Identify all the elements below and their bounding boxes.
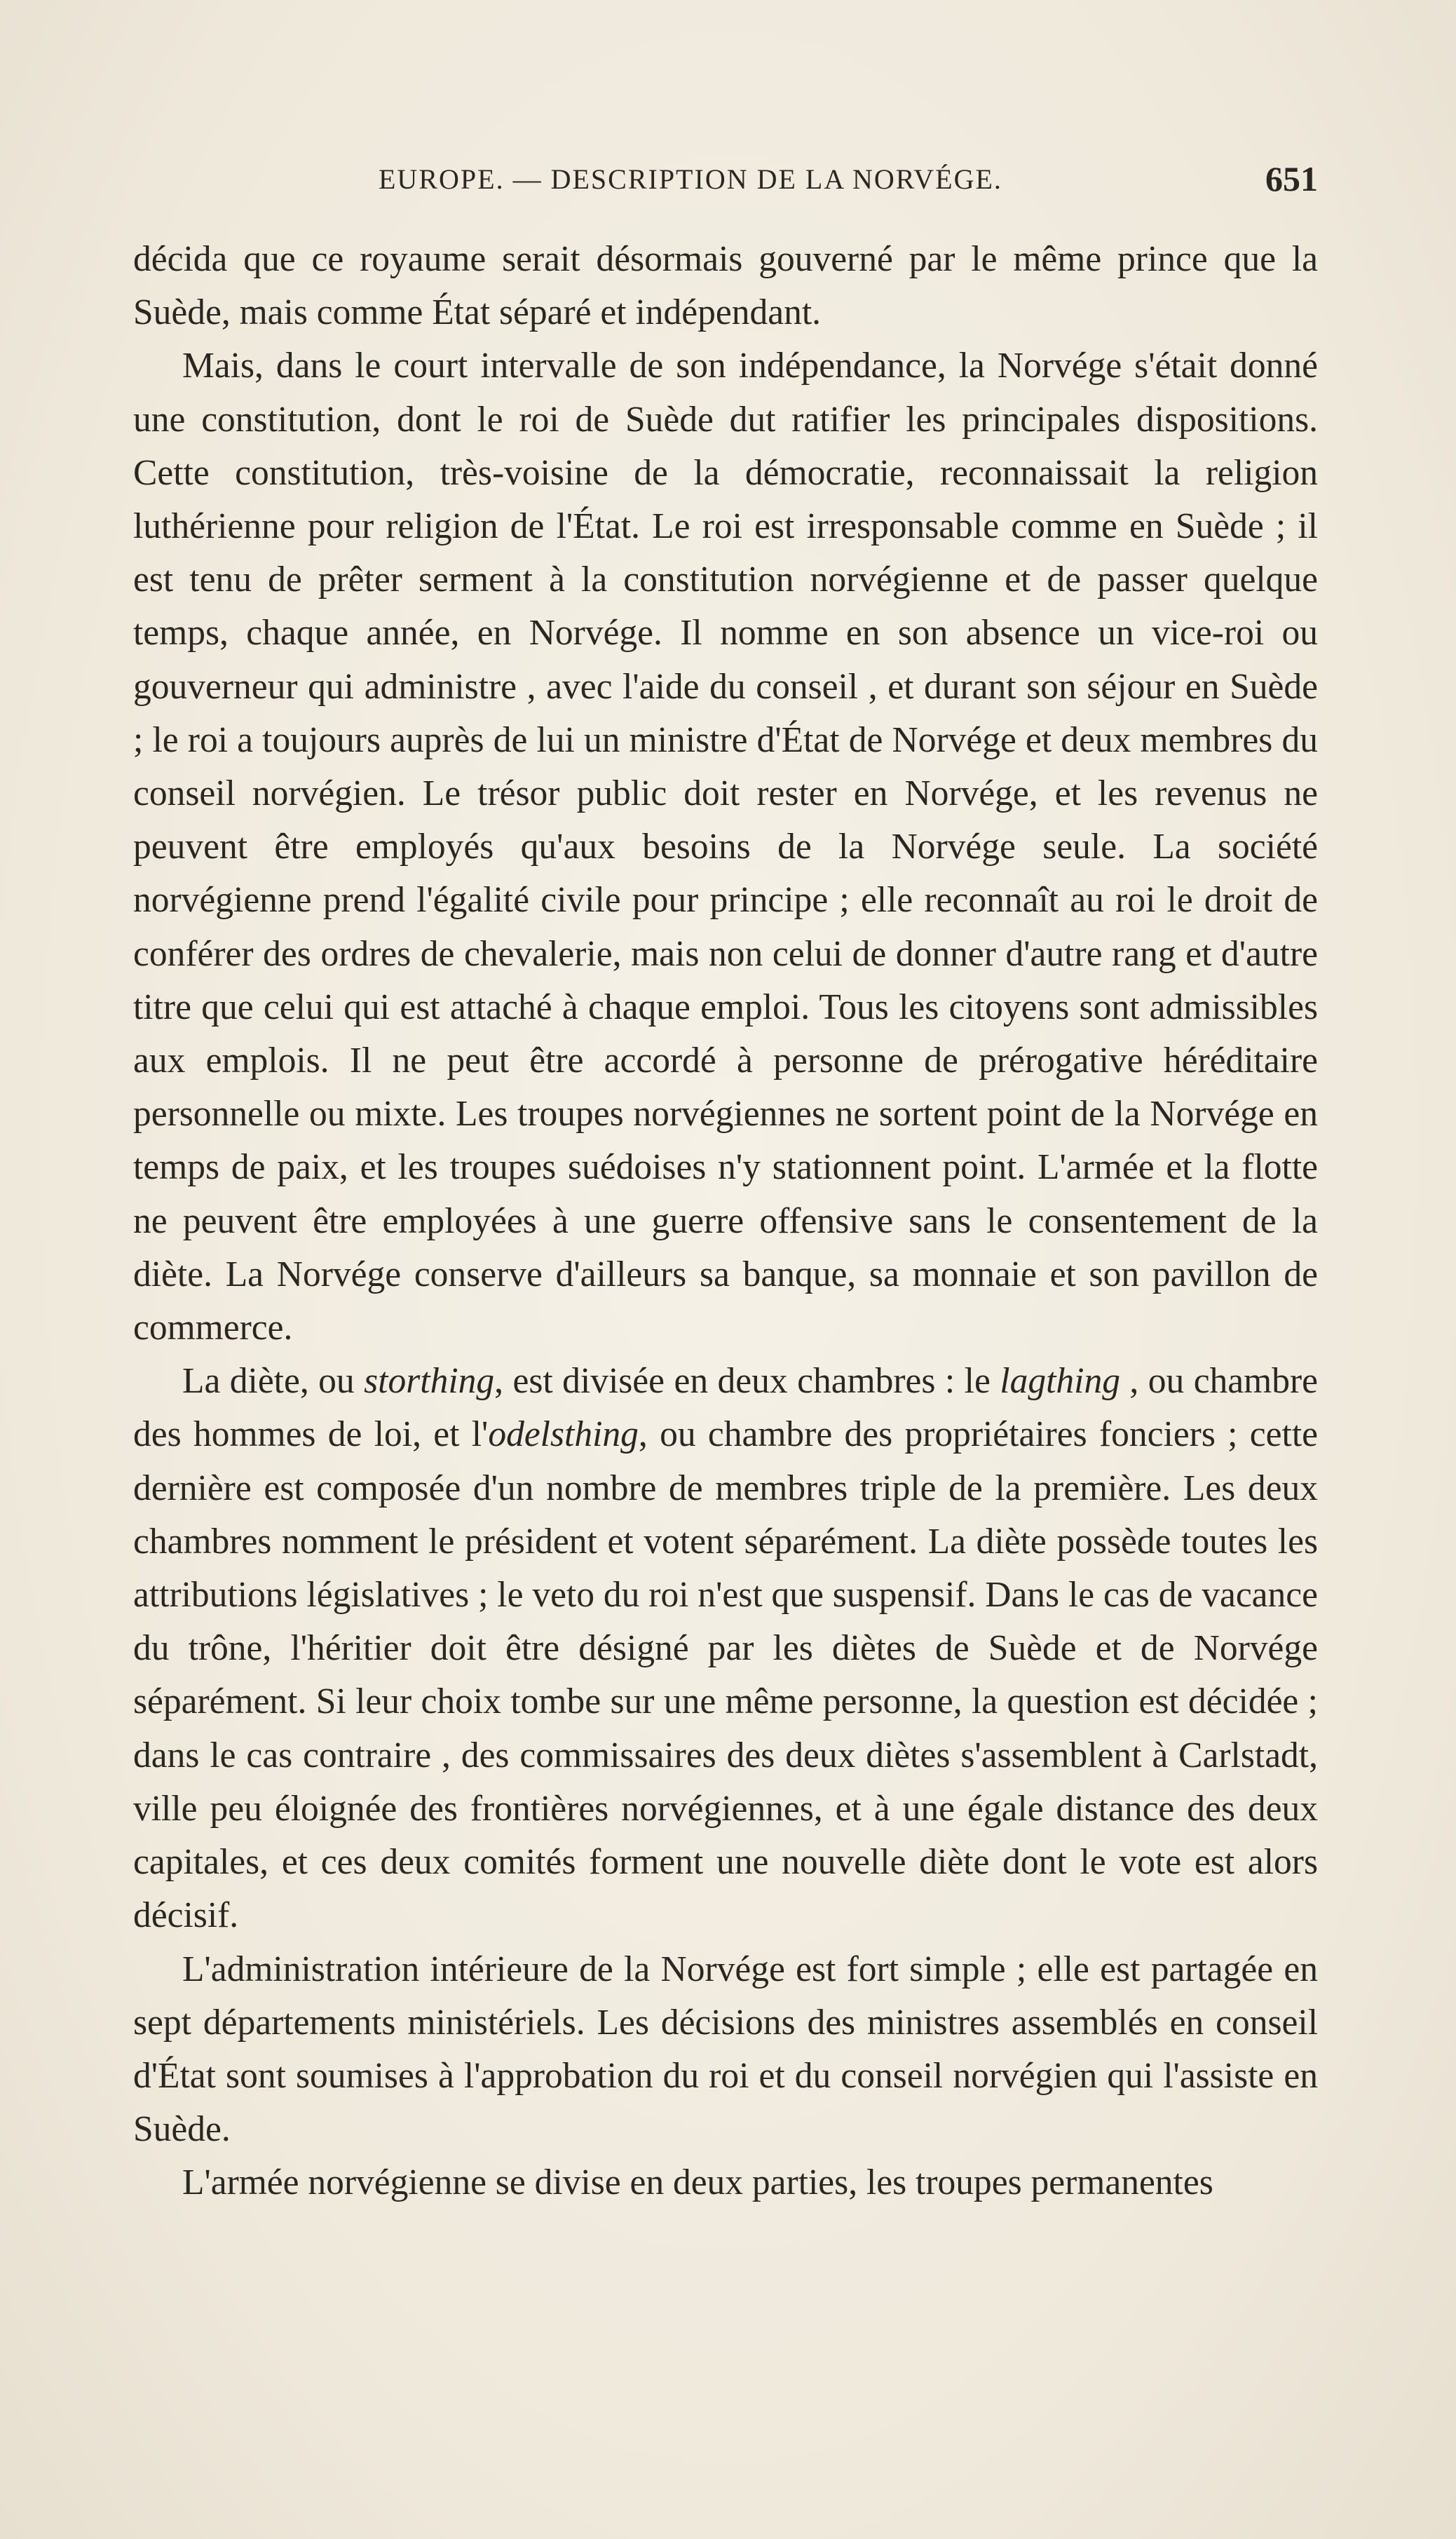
paragraph: L'armée norvégienne se divise en deux parties, les troupes permanentes [182, 2162, 1213, 2203]
italic-term: storthing [364, 1361, 495, 1402]
body-text [133, 233, 1318, 2210]
page-header [133, 159, 1318, 205]
text-run: , ou chambre des propriétaires fonciers ; cette dernière est composée d'un nombre de membres triple de la première. Les deux chambres nomment le président et votent séparément. La diète possède toutes les attributions législatives ; le veto du roi n'est que suspensif. Dans le cas de vacance du trône, l'héritier doit être désigné par les diètes de Suède et de Norvége séparément. Si leur choix tombe sur une même personne, la question est décidée ; dans le cas contraire , des commissaires des deux diètes s'assemblent à Carlstadt, ville peu éloignée des frontières norvégiennes, et à une égale distance des deux capitales, et ces deux comités forment une nouvelle diète dont le vote est alors décisif. [133, 1414, 1318, 1936]
italic-term: lagthing [1000, 1361, 1120, 1402]
page-number: 651 [1265, 159, 1318, 198]
paragraph: L'administration intérieure de la Norvége est fort simple ; elle est partagée en sept départements ministériels. Les décisions des ministres assemblés en conseil d'État sont soumises à l'approbation du roi et du conseil norvégien qui l'assiste en Suède. [133, 1949, 1318, 2150]
running-head: EUROPE. — DESCRIPTION DE LA NORVÉGE. [379, 163, 1002, 195]
text-run: La diète, ou [182, 1361, 365, 1402]
paragraph [133, 1355, 1318, 1942]
italic-term: odelsthing [488, 1414, 639, 1455]
text-run: , ou chambre des hommes de loi, et l' [133, 1361, 1318, 1455]
paragraph: décida que ce royaume serait désormais gouverné par le même prince que la Suède, mais comme État séparé et indépendant. [133, 239, 1318, 333]
text-run: , est divisée en deux chambres : le [494, 1361, 1000, 1402]
paragraph: Mais, dans le court intervalle de son indépendance, la Norvége s'était donné une constitution, dont le roi de Suède dut ratifier les principales dispositions. Cette constitution, très-voisine de la démocratie, reconnaissait la religion luthérienne pour religion de l'État. Le roi est irresponsable comme en Suède ; il est tenu de prêter serment à la constitution norvégienne et de passer quelque temps, chaque année, en Norvége. Il nomme en son absence un vice-roi ou gouverneur qui administre , avec l'aide du conseil , et durant son séjour en Suède ; le roi a toujours auprès de lui un ministre d'État de Norvége et deux membres du conseil norvégien. Le trésor public doit rester en Norvége, et les revenus ne peuvent être employés qu'aux besoins de la Norvége seule. La société norvégienne prend l'égalité civile pour principe ; elle reconnaît au roi le droit de conférer des ordres de chevalerie, mais non celui de donner d'autre rang et d'autre titre que celui qui est attaché à chaque emploi. Tous les citoyens sont admissibles aux emplois. Il ne peut être accordé à personne de prérogative héréditaire personnelle ou mixte. Les troupes norvégiennes ne sortent point de la Norvége en temps de paix, et les troupes suédoises n'y stationnent point. L'armée et la flotte ne peuvent être employées à une guerre offensive sans le consentement de la diète. La Norvége conserve d'ailleurs sa banque, sa monnaie et son pavillon de commerce. [133, 346, 1318, 1348]
